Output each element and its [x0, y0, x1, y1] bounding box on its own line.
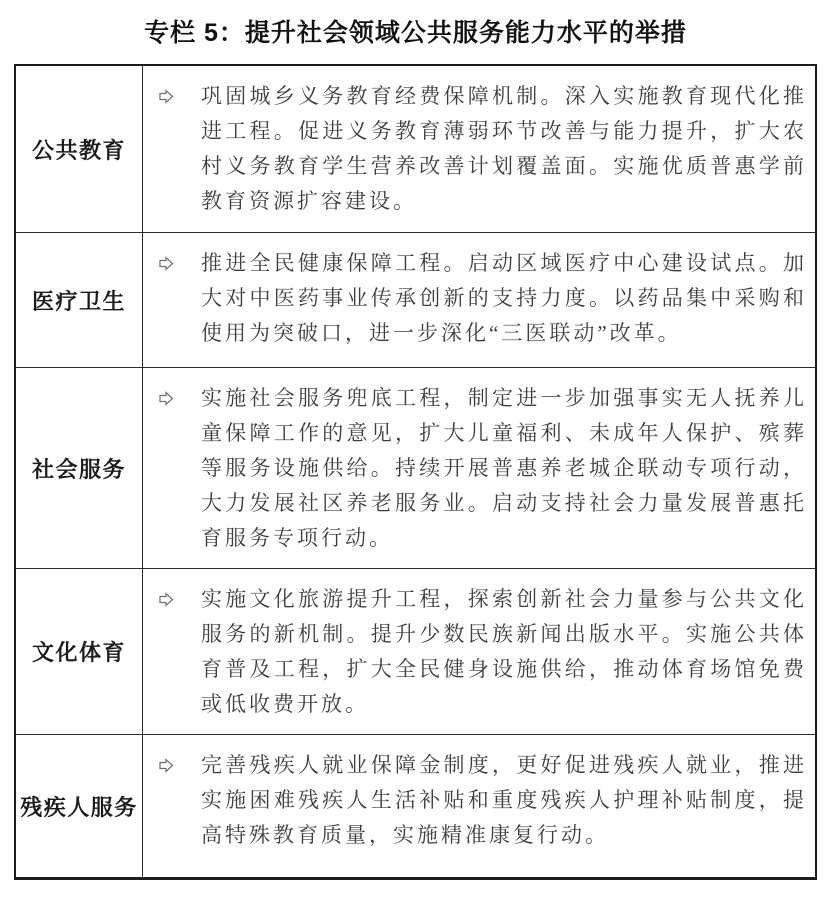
table-row	[16, 66, 815, 232]
category-label-public-education: 公共教育	[16, 66, 143, 232]
box-title: 专栏 5：提升社会领域公共服务能力水平的举措	[144, 19, 687, 47]
row-text: 巩固城乡义务教育经费保障机制。深入实施教育现代化推进工程。促进义务教育薄弱环节改善与能力提升，扩大农村义务教育学生营养改善计划覆盖面。实施优质普惠学前教育资源扩容建设。	[201, 84, 807, 213]
measures-table	[14, 64, 817, 880]
row-content	[143, 368, 815, 568]
table-row	[16, 734, 815, 877]
rightwards-white-arrow-icon	[158, 255, 175, 272]
rightwards-white-arrow-icon	[158, 390, 175, 407]
table-row	[16, 568, 815, 734]
row-content	[143, 569, 815, 734]
row-text: 推进全民健康保障工程。启动区域医疗中心建设试点。加大对中医药事业传承创新的支持力度。以药品集中采购和使用为突破口，进一步深化“三医联动”改革。	[201, 251, 807, 345]
rightwards-white-arrow-icon	[158, 757, 175, 774]
row-content	[143, 66, 815, 232]
category-label-medical-health: 医疗卫生	[16, 233, 143, 367]
category-label-disabled-services: 残疾人服务	[16, 735, 143, 877]
row-text: 实施社会服务兜底工程，制定进一步加强事实无人抚养儿童保障工作的意见，扩大儿童福利、未成年人保护、殡葬等服务设施供给。持续开展普惠养老城企联动专项行动，大力发展社区养老服务业。启动支持社会力量发展普惠托育服务专项行动。	[201, 386, 807, 550]
category-label-social-services: 社会服务	[16, 368, 143, 568]
category-label-culture-sports: 文化体育	[16, 569, 143, 734]
rightwards-white-arrow-icon	[158, 88, 175, 105]
row-content	[143, 735, 815, 877]
row-content	[143, 233, 815, 367]
row-text: 实施文化旅游提升工程，探索创新社会力量参与公共文化服务的新机制。提升少数民族新闻出版水平。实施公共体育普及工程，扩大全民健身设施供给，推动体育场馆免费或低收费开放。	[201, 587, 807, 716]
row-text: 完善残疾人就业保障金制度，更好促进残疾人就业，推进实施困难残疾人生活补贴和重度残疾人护理补贴制度，提高特殊教育质量，实施精准康复行动。	[201, 753, 807, 847]
rightwards-white-arrow-icon	[158, 591, 175, 608]
table-row	[16, 232, 815, 367]
table-row	[16, 367, 815, 568]
